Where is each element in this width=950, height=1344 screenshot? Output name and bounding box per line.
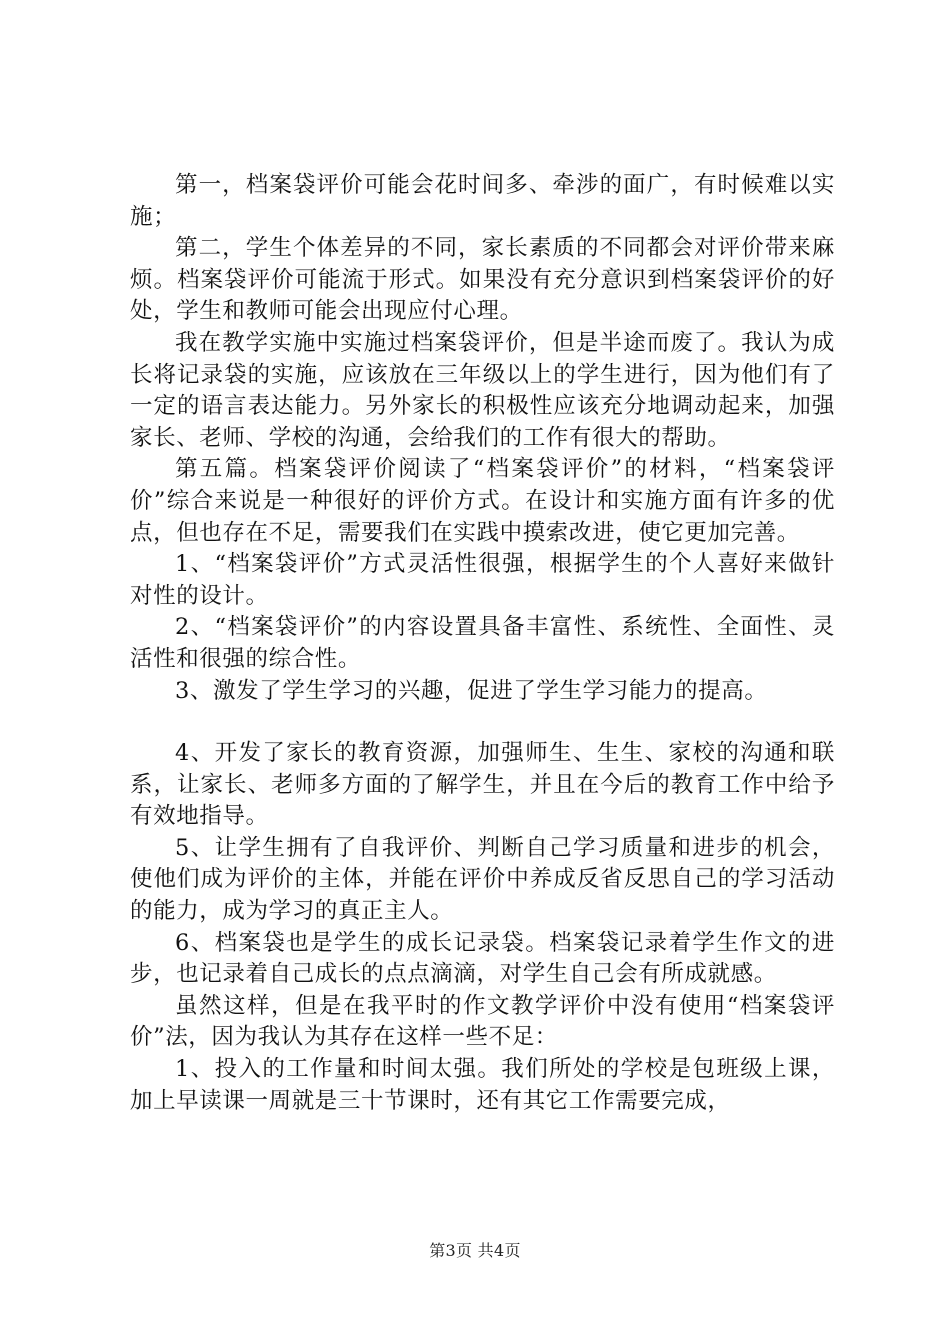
list-item: 3、激发了学生学习的兴趣，促进了学生学习能力的提高。 bbox=[175, 677, 768, 704]
list-item: 4、开发了家长的教育资源，加强师生、生生、家校的沟通和联系，让家长、老师多方面的了解学生，并且在今后的教育工作中给予有效地指导。 bbox=[130, 740, 835, 830]
page-number-label: 第3页 共4页 bbox=[429, 1241, 521, 1260]
paragraph: 虽然这样，但是在我平时的作文教学评价中没有使用“档案袋评价”法，因为我认为其存在这样一些不足： bbox=[130, 992, 835, 1051]
paragraph: 第五篇。档案袋评价阅读了“档案袋评价”的材料，“档案袋评价”综合来说是一种很好的评价方式。在设计和实施方面有许多的优点，但也存在不足，需要我们在实践中摸索改进，使它更加完善。 bbox=[130, 456, 835, 546]
paragraph: 我在教学实施中实施过档案袋评价，但是半途而废了。我认为成长将记录袋的实施，应该放在三年级以上的学生进行，因为他们有了一定的语言表达能力。另外家长的积极性应该充分地调动起来，加强家长、老师、学校的沟通，会给我们的工作有很大的帮助。 bbox=[130, 329, 835, 451]
list-item: 5、让学生拥有了自我评价、判断自己学习质量和进步的机会，使他们成为评价的主体，并能在评价中养成反省反思自己的学习活动的能力，成为学习的真正主人。 bbox=[130, 834, 835, 925]
list-item: 1、投入的工作量和时间太强。我们所处的学校是包班级上课，加上早读课一周就是三十节课时，还有其它工作需要完成， bbox=[130, 1056, 835, 1114]
paragraph: 第二，学生个体差异的不同，家长素质的不同都会对评价带来麻烦。档案袋评价可能流于形式。如果没有充分意识到档案袋评价的好处，学生和教师可能会出现应付心理。 bbox=[130, 235, 835, 325]
paragraph: 第一，档案袋评价可能会花时间多、牵涉的面广，有时候难以实施； bbox=[130, 172, 835, 230]
list-item: 1、“档案袋评价”方式灵活性很强，根据学生的个人喜好来做针对性的设计。 bbox=[130, 551, 835, 609]
body-text bbox=[130, 170, 835, 1117]
list-item: 2、“档案袋评价”的内容设置具备丰富性、系统性、全面性、灵活性和很强的综合性。 bbox=[130, 614, 835, 672]
list-item: 6、档案袋也是学生的成长记录袋。档案袋记录着学生作文的进步，也记录着自己成长的点点滴滴，对学生自己会有所成就感。 bbox=[130, 929, 835, 988]
page-footer bbox=[0, 1238, 950, 1261]
